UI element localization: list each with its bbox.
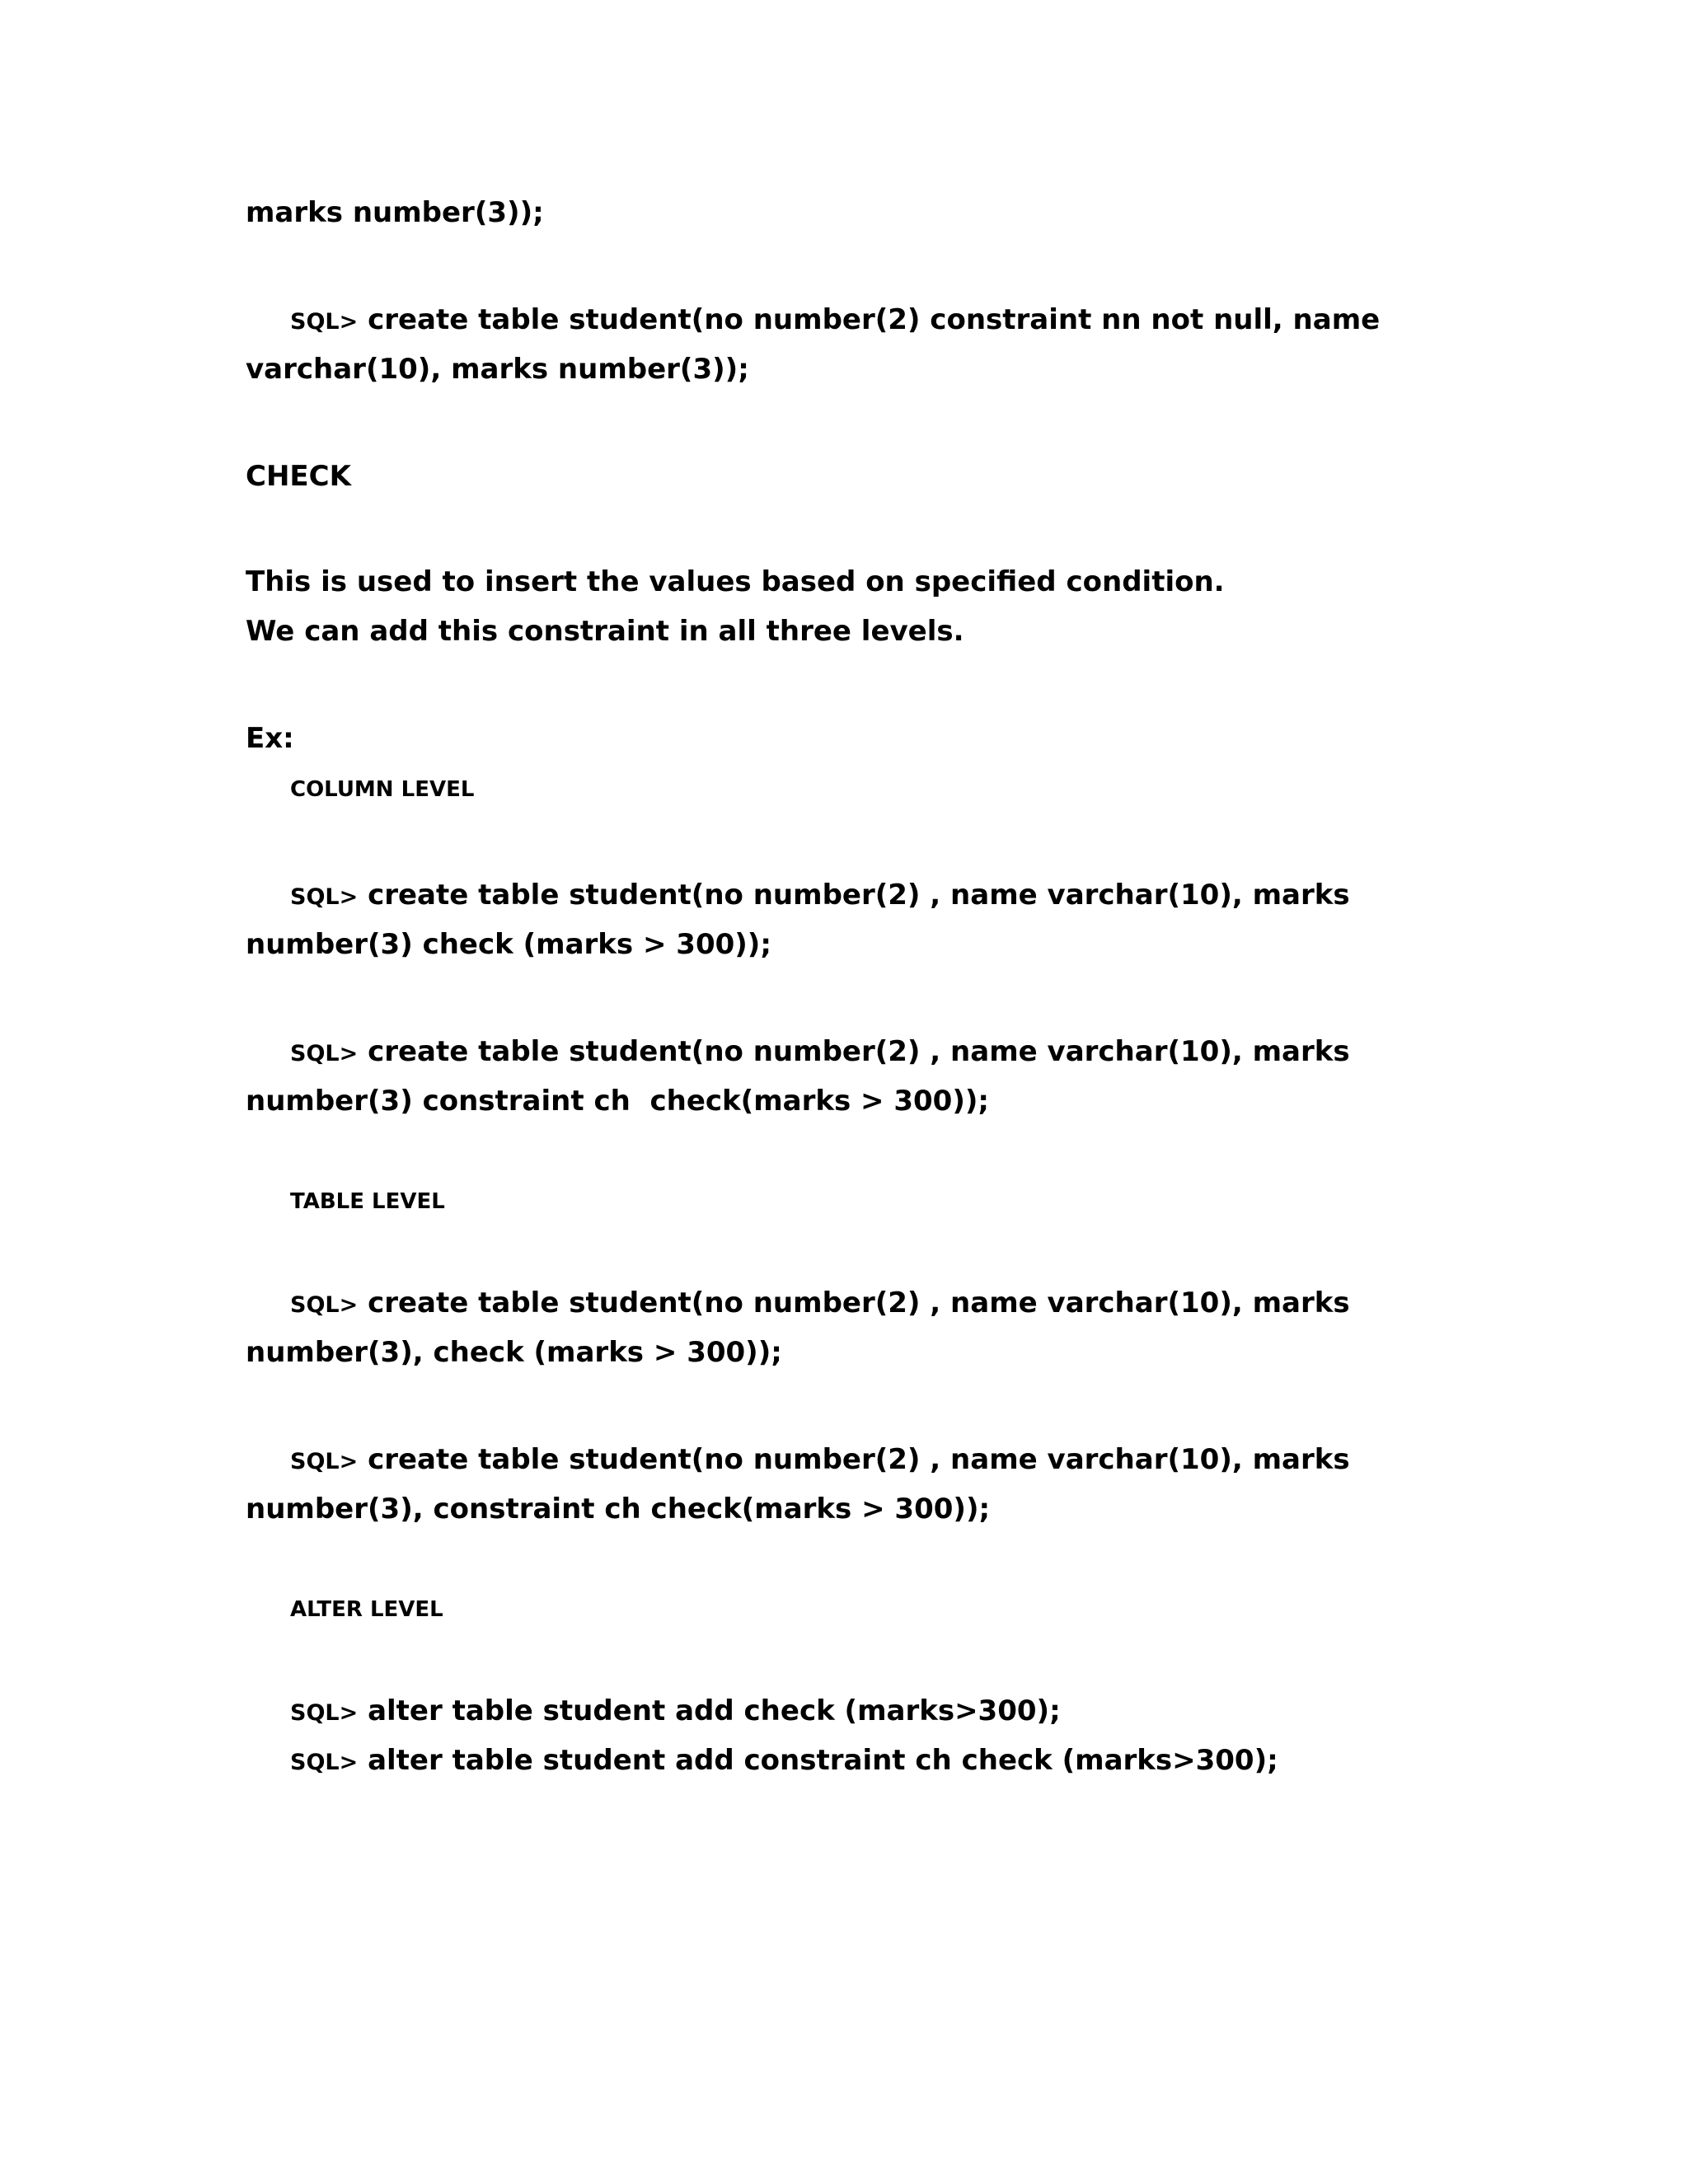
sql-statement: [290, 879, 1350, 914]
code-line: varchar(10), marks number(3));: [246, 353, 749, 386]
code-text: create table student(no number(2) constraint nn not null, name: [368, 303, 1381, 336]
code-text: alter table student add check (marks>300);: [368, 1694, 1061, 1727]
code-line: number(3), check (marks > 300));: [246, 1336, 782, 1369]
sql-prompt: SQL>: [290, 1750, 359, 1775]
code-line: number(3) constraint ch check(marks > 300));: [246, 1085, 989, 1118]
sql-statement: [290, 303, 1380, 339]
sql-statement: [290, 1035, 1350, 1071]
sql-prompt: SQL>: [290, 884, 359, 910]
paragraph-line: This is used to insert the values based on specified condition.: [246, 565, 1225, 598]
code-line: number(3), constraint ch check(marks > 300));: [246, 1493, 991, 1526]
section-heading-check: CHECK: [246, 460, 351, 493]
code-line: number(3) check (marks > 300));: [246, 928, 771, 961]
sql-statement: [290, 1443, 1350, 1479]
sql-statement: [290, 1694, 1061, 1730]
subheading-alter-level: ALTER LEVEL: [290, 1597, 443, 1622]
code-text: create table student(no number(2) , name varchar(10), marks: [368, 1035, 1350, 1068]
code-text: create table student(no number(2) , name varchar(10), marks: [368, 1286, 1350, 1319]
subheading-table-level: TABLE LEVEL: [290, 1189, 445, 1214]
sql-prompt: SQL>: [290, 1041, 359, 1066]
code-text: create table student(no number(2) , name varchar(10), marks: [368, 879, 1350, 912]
example-label: Ex:: [246, 722, 294, 755]
sql-prompt: SQL>: [290, 309, 359, 335]
sql-prompt: SQL>: [290, 1700, 359, 1726]
sql-statement: [290, 1286, 1350, 1322]
paragraph-line: We can add this constraint in all three levels.: [246, 615, 964, 648]
code-text: create table student(no number(2) , name varchar(10), marks: [368, 1443, 1350, 1476]
subheading-column-level: COLUMN LEVEL: [290, 777, 475, 802]
sql-prompt: SQL>: [290, 1449, 359, 1474]
sql-prompt: SQL>: [290, 1292, 359, 1318]
code-line: marks number(3));: [246, 196, 544, 229]
sql-statement: [290, 1744, 1278, 1779]
code-text: alter table student add constraint ch check (marks>300);: [368, 1744, 1278, 1777]
